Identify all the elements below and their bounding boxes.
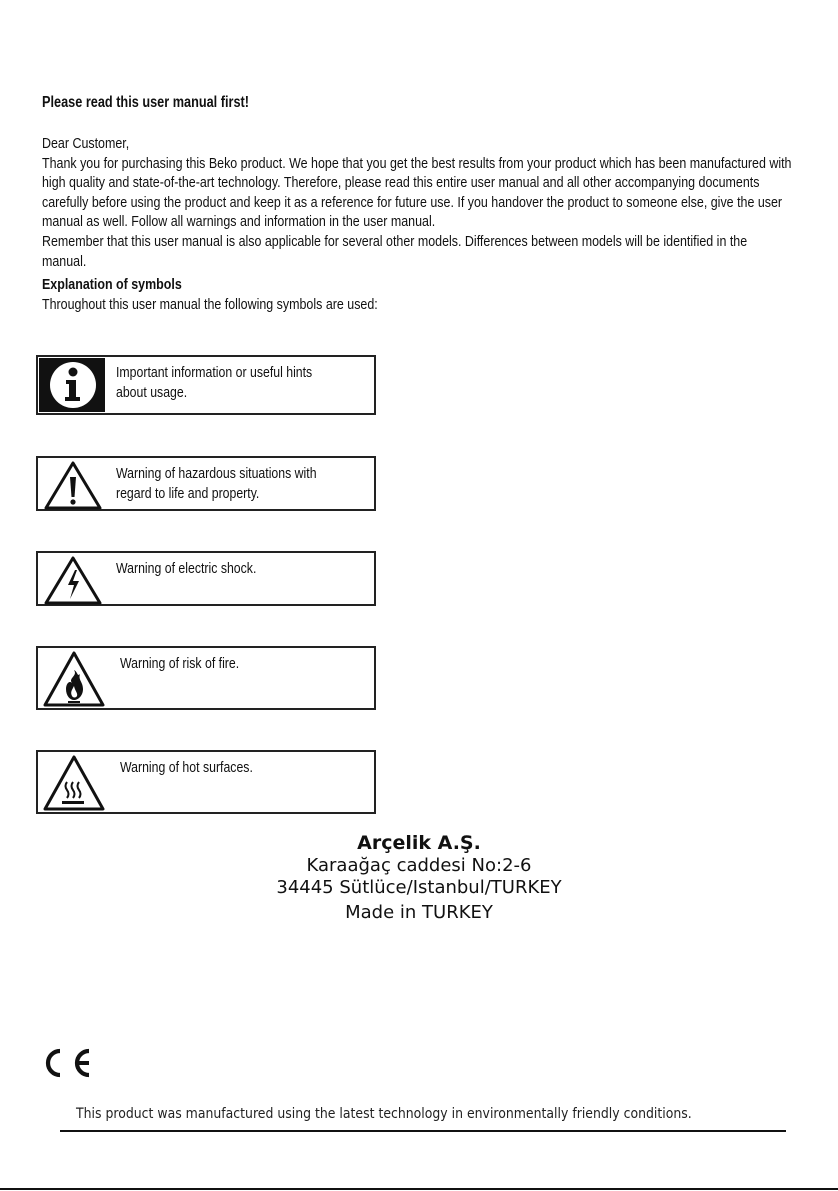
footer-divider bbox=[60, 1130, 786, 1132]
hot-surface-icon bbox=[42, 754, 106, 817]
symbol-box-electric-shock bbox=[36, 551, 376, 606]
greeting: Dear Customer, bbox=[42, 135, 130, 152]
models-paragraph: Remember that this user manual is also applicable for several other models. Differences between models will be identified in the manual. bbox=[42, 232, 748, 270]
info-icon bbox=[39, 358, 105, 412]
fire-icon bbox=[42, 650, 106, 713]
symbol-box-warning bbox=[36, 456, 376, 511]
symbol-box-hot-surface bbox=[36, 750, 376, 814]
environment-statement: This product was manufactured using the latest technology in environmentally friendly conditions. bbox=[76, 1106, 692, 1122]
page-bottom-divider bbox=[0, 1188, 838, 1190]
intro-paragraph: Thank you for purchasing this Beko product. We hope that you get the best results from your product which has been manufactured with high quality and state-of-the-art technology. Therefore, please read this entire user manual and all other accompanying documents carefully before using the product and keep it as a reference for future use. If you handover the product to someone else, give the user manual as well. Follow all warnings and information in the user manual. bbox=[42, 154, 792, 231]
symbol-description: Warning of electric shock. bbox=[116, 560, 257, 577]
symbols-intro: Throughout this user manual the following symbols are used: bbox=[42, 295, 378, 313]
symbol-description: Warning of hot surfaces. bbox=[120, 759, 253, 776]
symbol-box-fire bbox=[36, 646, 376, 710]
intro-section bbox=[42, 134, 792, 314]
electric-shock-icon bbox=[42, 555, 104, 610]
symbol-description: Warning of hazardous situations with regard to life and property. bbox=[116, 465, 317, 502]
symbol-box-info bbox=[36, 355, 376, 415]
made-in-label: Made in TURKEY bbox=[345, 902, 493, 923]
page-title: Please read this user manual first! bbox=[42, 94, 249, 111]
ce-mark-icon bbox=[45, 1048, 107, 1083]
symbol-description: Important information or useful hints about usage. bbox=[116, 364, 313, 401]
symbols-heading: Explanation of symbols bbox=[42, 276, 182, 294]
symbol-description: Warning of risk of fire. bbox=[120, 655, 240, 672]
warning-icon bbox=[42, 460, 104, 515]
manufacturer-name: Arçelik A.Ş. bbox=[357, 832, 481, 854]
manufacturer-address-line2: 34445 Sütlüce/Istanbul/TURKEY bbox=[276, 877, 562, 898]
manufacturer-address-line1: Karaağaç caddesi No:2-6 bbox=[306, 855, 532, 876]
